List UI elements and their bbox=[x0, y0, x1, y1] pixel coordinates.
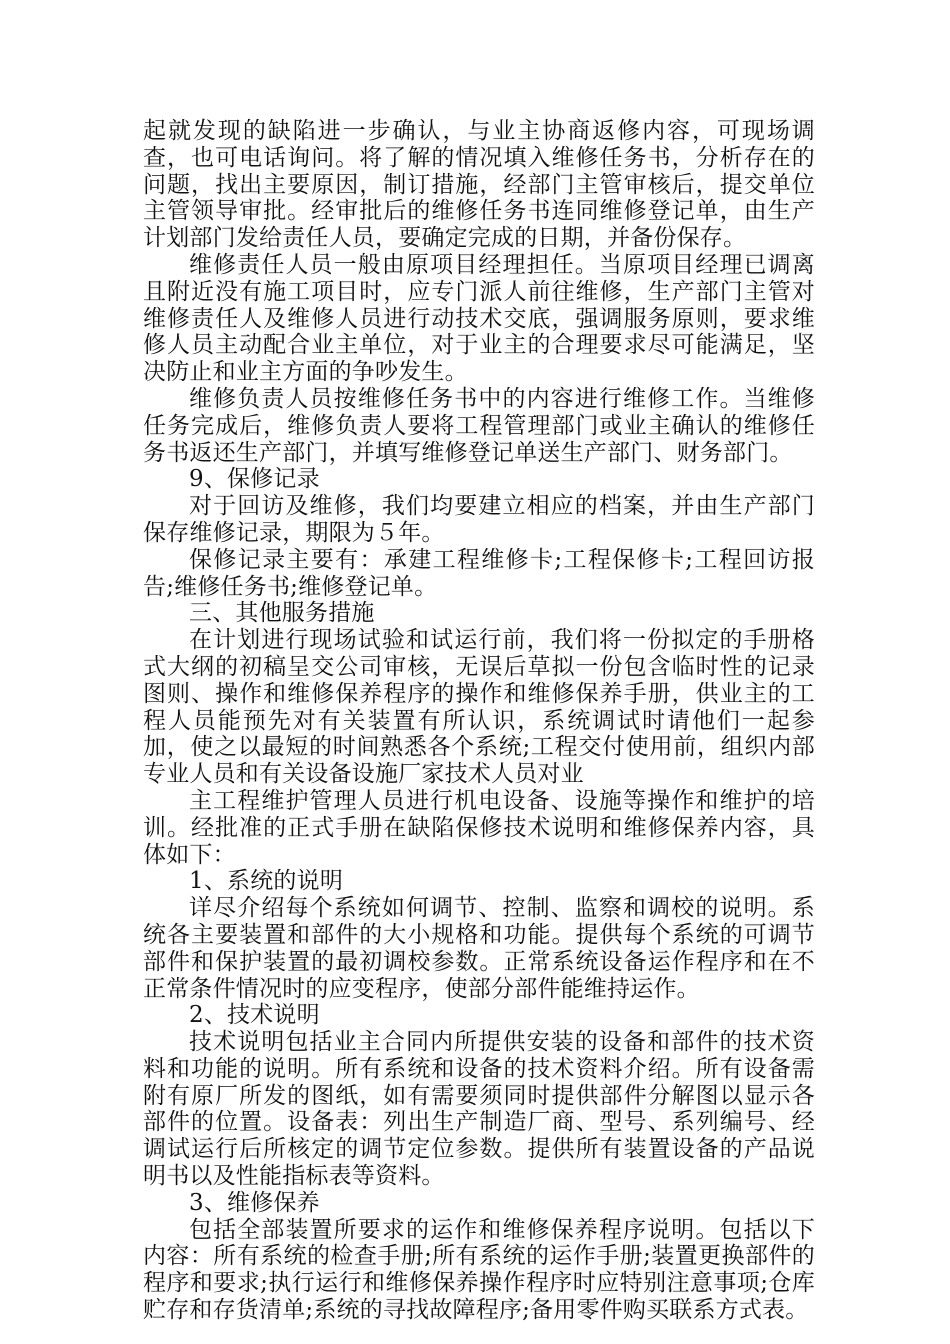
paragraph-records-archive: 对于回访及维修，我们均要建立相应的档案，并由生产部门保存维修记录，期限为５年。 bbox=[143, 493, 815, 546]
paragraph-records-list: 保修记录主要有：承建工程维修卡;工程保修卡;工程回访报告;维修任务书;维修登记单。 bbox=[143, 546, 815, 600]
paragraph-repair-task-approval: 起就发现的缺陷进一步确认，与业主协商返修内容，可现场调查，也可电话询问。将了解的情况填入维修任务书，分析存在的问题，找出主要原因，制订措施，经部门主管审核后，提交单位主管领导审批。经审批后的维修任务书连同维修登记单，由生产计划部门发给责任人员，要确定完成的日期，并备份保存。 bbox=[143, 118, 815, 252]
paragraph-technical-description: 技术说明包括业主合同内所提供安装的设备和部件的技术资料和功能的说明。所有系统和设备的技术资料介绍。所有设备需附有原厂所发的图纸，如有需要须同时提供部件分解图以显示各部件的位置。设备表：列出生产制造厂商、型号、系列编号、经调试运行后所核定的调节定位参数。提供所有装置设备的产品说明书以及性能指标表等资料。 bbox=[143, 1029, 815, 1190]
document-body bbox=[143, 118, 815, 1324]
heading-technical-description: 2、技术说明 bbox=[189, 1002, 320, 1029]
heading-warranty-records: 9、保修记录 bbox=[189, 466, 320, 493]
paragraph-repair-responsible-person: 维修责任人员一般由原项目经理担任。当原项目经理已调离且附近没有施工项目时，应专门派人前往维修，生产部门主管对维修责任人及维修人员进行动技术交底，强调服务原则，要求维修人员主动配合业主单位，对于业主的合理要求尽可能满足，坚决防止和业主方面的争吵发生。 bbox=[143, 251, 815, 386]
paragraph-maintenance: 包括全部装置所要求的运作和维修保养程序说明。包括以下内容：所有系统的检查手册;所有系统的运作手册;装置更换部件的程序和要求;执行运行和维修保养操作程序时应特别注意事项;仓库贮存和存货清单;系统的寻找故障程序;备用零件购买联系方式表。 bbox=[143, 1216, 815, 1324]
paragraph-training: 主工程维护管理人员进行机电设备、设施等操作和维护的培训。经批准的正式手册在缺陷保修技术说明和维修保养内容，具体如下： bbox=[143, 787, 815, 868]
paragraph-system-description: 详尽介绍每个系统如何调节、控制、监察和调校的说明。系统各主要装置和部件的大小规格和功能。提供每个系统的可调节部件和保护装置的最初调校参数。正常系统设备运作程序和在不正常条件情况时的应变程序，使部分部件能维持运作。 bbox=[143, 895, 815, 1002]
heading-other-service-measures: 三、其他服务措施 bbox=[189, 600, 375, 627]
paragraph-repair-execution: 维修负责人员按维修任务书中的内容进行维修工作。当维修任务完成后，维修负责人要将工程管理部门或业主确认的维修任务书返还生产部门，并填写维修登记单送生产部门、财务部门。 bbox=[143, 385, 815, 466]
paragraph-manual-draft: 在计划进行现场试验和试运行前，我们将一份拟定的手册格式大纲的初稿呈交公司审核，无误后草拟一份包含临时性的记录图则、操作和维修保养程序的操作和维修保养手册，供业主的工程人员能预先对有关装置有所认识，系统调试时请他们一起参加，使之以最短的时间熟悉各个系统;工程交付使用前，组织内部专业人员和有关设备设施厂家技术人员对业 bbox=[143, 627, 815, 788]
heading-maintenance: 3、维修保养 bbox=[189, 1189, 320, 1216]
heading-system-description: 1、系统的说明 bbox=[189, 868, 344, 895]
